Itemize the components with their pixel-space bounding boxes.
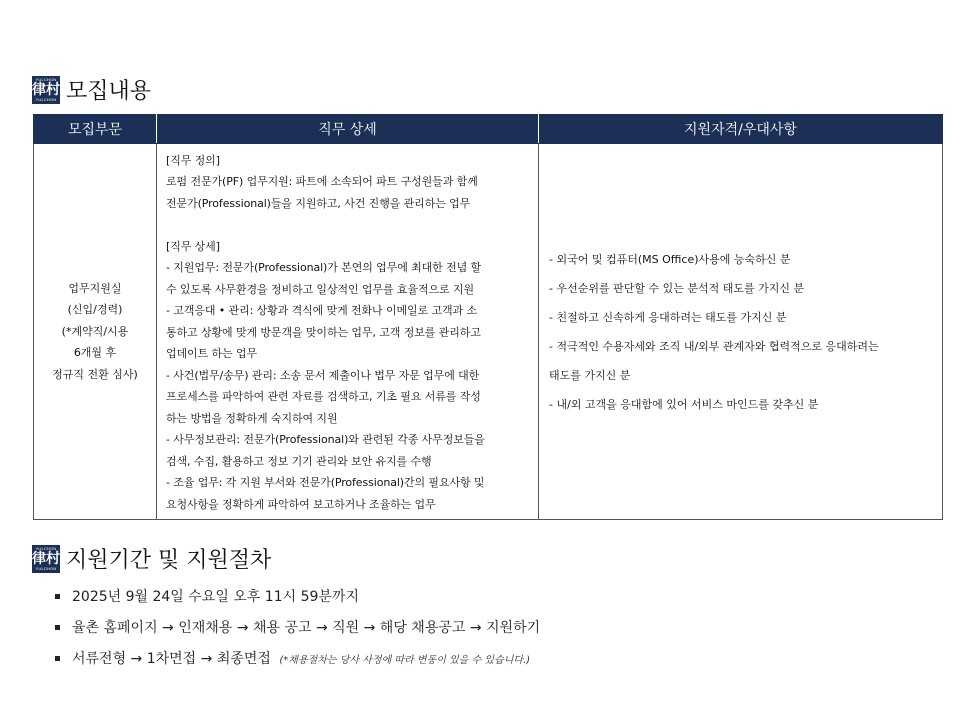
- detail-line: - 사무정보관리: 전문가(Professional)와 관련된 각종 사무정보들을: [166, 433, 485, 447]
- detail-line: 로펌 전문가(PF) 업무지원: 파트에 소속되어 파트 구성원들과 함께: [166, 175, 478, 189]
- qualification-line: - 친절하고 신속하게 응대하려는 태도를 가지신 분: [549, 310, 787, 324]
- list-item: [54, 586, 540, 617]
- detail-line: 하는 방법을 정확하게 숙지하여 지원: [166, 411, 338, 425]
- list-item: [54, 648, 540, 679]
- logo-mark: 律村: [32, 81, 60, 98]
- detail-line: 검색, 수집, 활용하고 정보 기기 관리와 보안 유지를 수행: [166, 454, 432, 468]
- qualification-line: - 우선순위를 판단할 수 있는 분석적 태도를 가지신 분: [549, 281, 805, 295]
- list-item-text: 서류전형 → 1차면접 → 최종면접: [72, 651, 271, 667]
- application-steps-list: [54, 586, 540, 679]
- qualification-line: - 외국어 및 컴퓨터(MS Office)사용에 능숙하신 분: [549, 252, 791, 266]
- header-category: 모집부문: [34, 115, 157, 144]
- table-row: [34, 144, 943, 520]
- header-qualifications: 지원자격/우대사항: [539, 115, 943, 144]
- bullet-square-icon: [55, 594, 60, 599]
- logo-bottom-text: YULCHON: [35, 96, 57, 102]
- list-item-text: 율촌 홈페이지 → 인재채용 → 채용 공고 → 직원 → 해당 채용공고 → 지원하기: [72, 620, 541, 636]
- qualifications-cell: [539, 144, 943, 520]
- section-title-recruitment: [32, 74, 151, 105]
- qualification-line: - 내/외 고객을 응대함에 있어 서비스 마인드를 갖추신 분: [549, 397, 819, 411]
- detail-line: - 조율 업무: 각 지원 부서와 전문가(Professional)간의 필요사항 및: [166, 476, 485, 490]
- list-item-text: 2025년 9월 24일 수요일 오후 11시 59분까지: [72, 589, 359, 605]
- header-job-detail: 직무 상세: [157, 115, 539, 144]
- category-line: 정규직 전환 심사): [52, 367, 138, 381]
- detail-line: 통하고 상황에 맞게 방문객을 맞이하는 업무, 고객 정보를 관리하고: [166, 325, 481, 339]
- detail-blank-line: [166, 214, 528, 236]
- bullet-square-icon: [55, 656, 60, 661]
- logo-top-text: YULCHON: [35, 545, 57, 551]
- logo-bottom-text: YULCHON: [35, 565, 57, 571]
- list-item: [54, 617, 540, 648]
- detail-line: - 사건(법무/송무) 관리: 소송 문서 제출이나 법무 자문 업무에 대한: [166, 368, 480, 382]
- qualification-line: - 적극적인 수용자세와 조직 내/외부 관계자와 협력적으로 응대하려는: [549, 339, 879, 353]
- category-line: (신입/경력): [67, 303, 123, 317]
- procedure-note: (*채용절차는 당사 사정에 따라 변동이 있을 수 있습니다.): [279, 655, 531, 666]
- category-cell: [34, 144, 157, 520]
- section-title-application: [32, 543, 271, 574]
- section-heading: 지원기간 및 지원절차: [66, 548, 272, 573]
- recruitment-table: [33, 114, 943, 520]
- detail-line: 요청사항을 정확하게 파악하여 보고하거나 조율하는 업무: [166, 497, 436, 511]
- detail-line: 전문가(Professional)들을 지원하고, 사건 진행을 관리하는 업무: [166, 196, 471, 210]
- qualification-line: 태도를 가지신 분: [549, 368, 631, 382]
- category-line: 6개월 후: [73, 346, 117, 360]
- category-line: (*계약직/시용: [61, 324, 129, 338]
- logo-top-text: YULCHON: [35, 76, 57, 82]
- logo-mark: 律村: [32, 550, 60, 567]
- yulchon-logo-icon: [32, 545, 60, 573]
- table-header-row: [34, 115, 943, 144]
- section-heading: 모집내용: [66, 79, 152, 104]
- yulchon-logo-icon: [32, 76, 60, 104]
- category-line: 업무지원실: [68, 281, 122, 295]
- detail-line: 수 있도록 사무환경을 정비하고 일상적인 업무를 효율적으로 지원: [166, 282, 474, 296]
- bullet-square-icon: [55, 625, 60, 630]
- detail-line: [직무 상세]: [166, 239, 220, 253]
- job-detail-cell: [157, 144, 539, 520]
- detail-line: - 고객응대 • 관리: 상황과 격식에 맞게 전화나 이메일로 고객과 소: [166, 304, 477, 318]
- detail-line: [직무 정의]: [166, 153, 220, 167]
- detail-line: 업데이트 하는 업무: [166, 347, 258, 361]
- detail-line: 프로세스를 파악하여 관련 자료를 검색하고, 기초 필요 서류를 작성: [166, 390, 481, 404]
- detail-line: - 지원업무: 전문가(Professional)가 본연의 업무에 최대한 전념 할: [166, 261, 482, 275]
